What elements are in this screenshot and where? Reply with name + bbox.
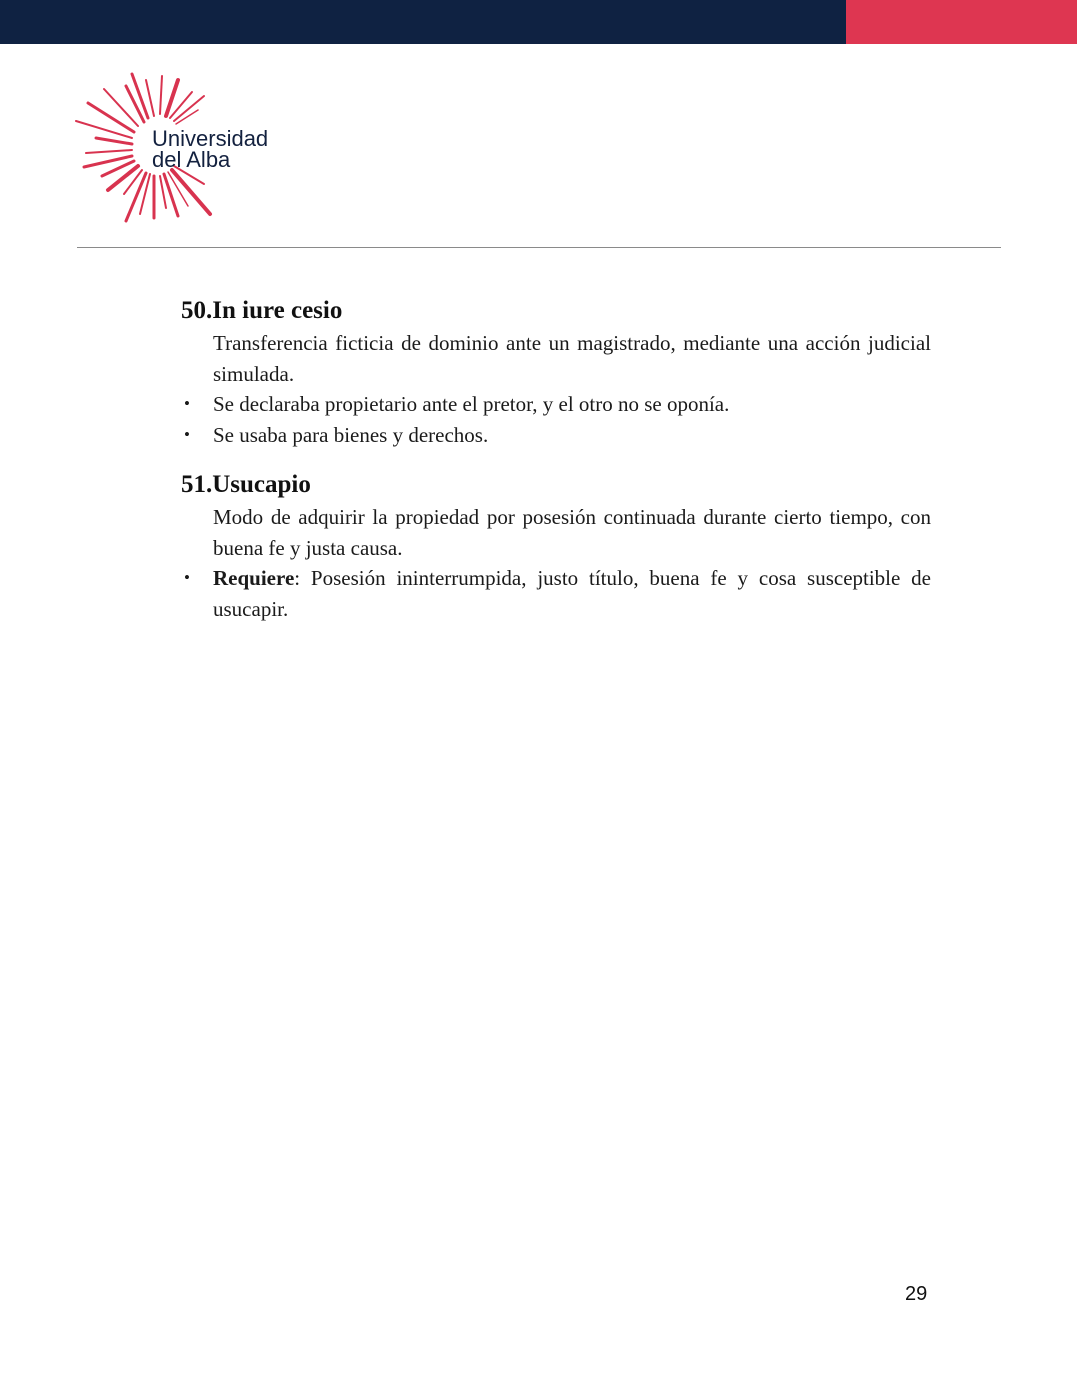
section-51 [181, 468, 931, 624]
bullet-list [181, 563, 931, 624]
bullet-item: • Se declaraba propietario ante el pretor, y el otro no se oponía. [181, 389, 931, 420]
logo-line-1: Universidad [152, 126, 269, 151]
section-number: 50. [181, 297, 213, 324]
document-body [181, 294, 931, 642]
bullet-item: • Se usaba para bienes y derechos. [181, 420, 931, 451]
section-50 [181, 294, 931, 450]
bullet-bold-label: Requiere [213, 566, 295, 590]
section-paragraph: Modo de adquirir la propiedad por posesión continuada durante cierto tiempo, con buena fe y justa causa. [213, 505, 931, 560]
logo-line-2: del Alba [152, 147, 231, 172]
section-title: Usucapio [212, 471, 311, 498]
section-heading [181, 468, 931, 502]
bullet-item: • Requiere: Posesión ininterrumpida, justo título, buena fe y cosa susceptible de usucapir. [181, 563, 931, 624]
section-heading [181, 294, 931, 328]
section-title: In iure cesio [212, 297, 343, 324]
section-number: 51. [181, 471, 213, 498]
bullet-list [181, 389, 931, 450]
logo-wordmark [152, 128, 268, 170]
banner-red-segment [846, 0, 1077, 44]
bullet-icon: • [184, 568, 190, 587]
banner-navy-segment [0, 0, 846, 44]
top-banner [0, 0, 1080, 44]
bullet-icon: • [184, 424, 190, 444]
bullet-icon: • [184, 394, 190, 413]
page-number: 29 [905, 1283, 928, 1305]
section-paragraph: Transferencia ficticia de dominio ante un magistrado, mediante una acción judicial simulada. [213, 331, 931, 386]
header-divider [77, 247, 1001, 248]
